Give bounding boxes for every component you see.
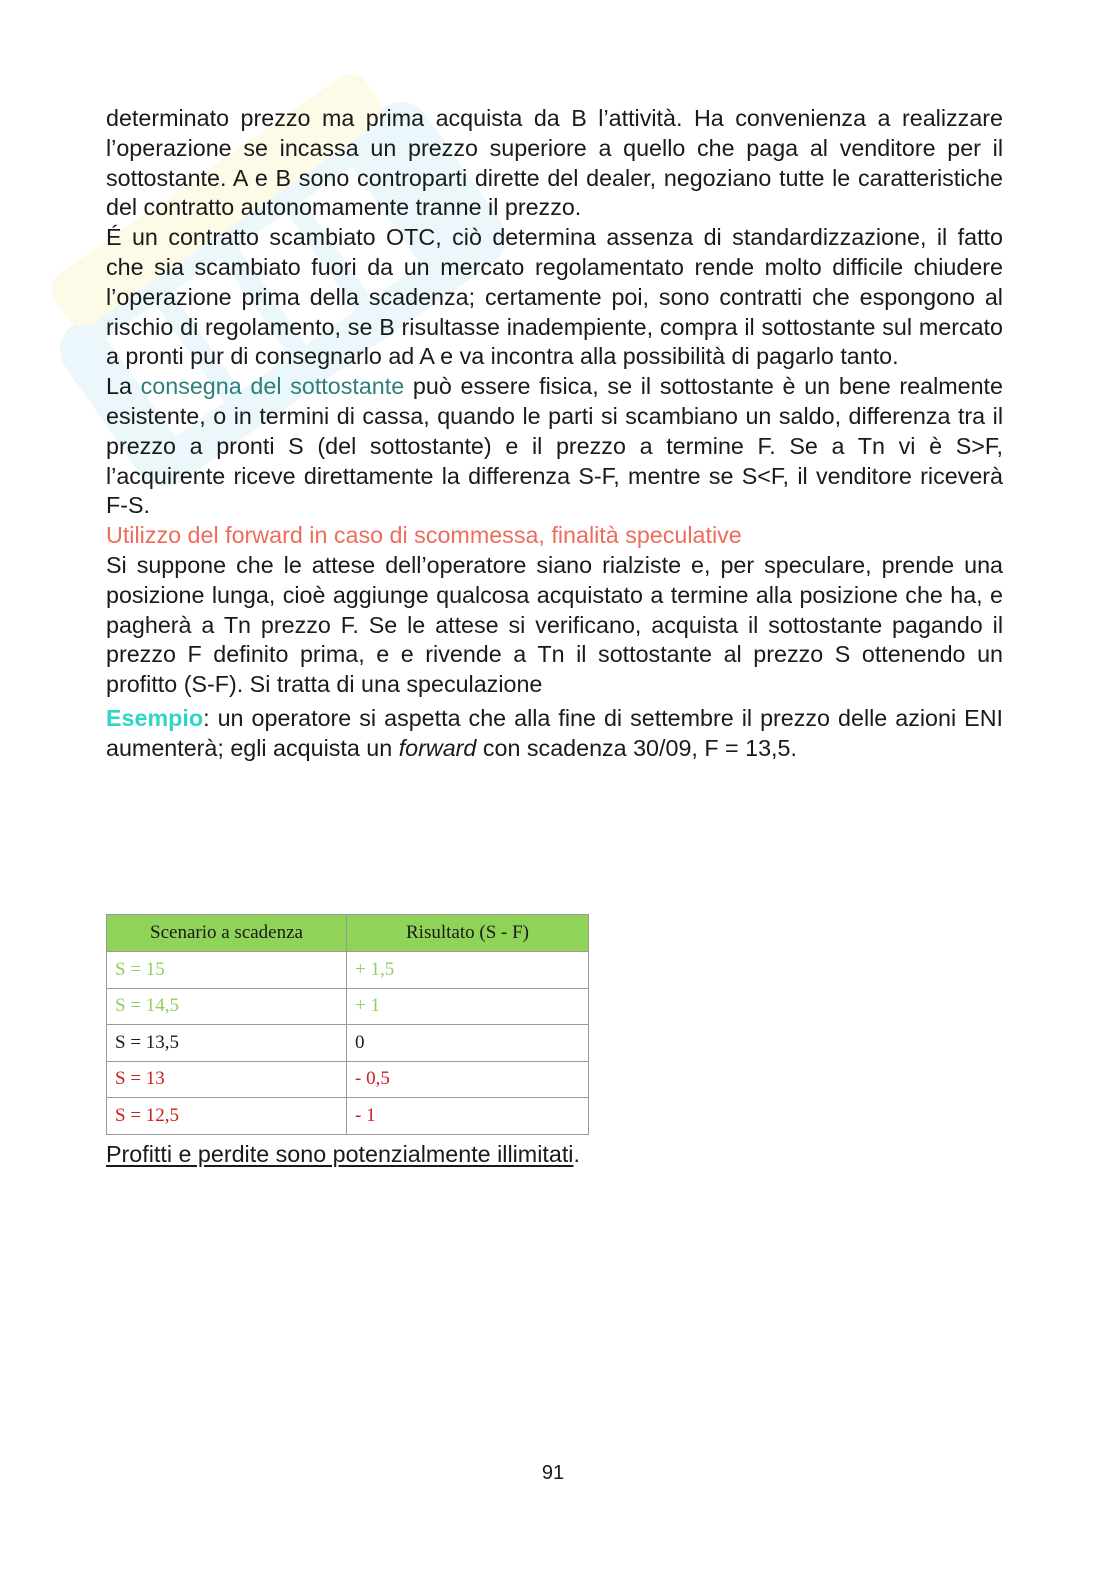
table-row — [107, 988, 589, 1025]
consegna-rest: può essere fisica, se il sottostante è un bene realmente esistente, o in termini di cassa, quando le parti si scambiano un saldo, differenza tra il prezzo a pronti S (del sottostante) e il prezzo a termine F. Se a Tn vi è S>F, l’acquirente riceve direttamente la differenza S-F, mentre se S<F, il venditore riceverà F-S. — [106, 373, 1003, 519]
scenario-cell: S = 13,5 — [107, 1025, 347, 1062]
esempio-text-a: : un operatore si aspetta che alla fine di settembre il prezzo delle azioni ENI aumenterà; egli acquista un — [106, 704, 1003, 761]
footer-note-tail: . — [573, 1141, 580, 1167]
table-row — [107, 1098, 589, 1135]
paragraph-consegna — [106, 372, 1003, 521]
result-cell: + 1 — [347, 988, 589, 1025]
table-row — [107, 952, 589, 989]
esempio-label: Esempio — [106, 704, 204, 731]
section-heading: Utilizzo del forward in caso di scommessa, finalità speculative — [106, 522, 742, 549]
table-row — [107, 1061, 589, 1098]
scenario-table — [106, 914, 589, 1135]
footer-note — [106, 1140, 580, 1170]
result-cell: + 1,5 — [347, 952, 589, 989]
table-row — [107, 1025, 589, 1062]
table-header-row — [107, 915, 589, 952]
paragraph-otc: É un contratto scambiato OTC, ciò determina assenza di standardizzazione, il fatto che sia scambiato fuori da un mercato regolamentato rende molto difficile chiudere l’operazione prima della scadenza; certamente poi, sono contratti che espongono al rischio di regolamento, se B risultasse inadempiente, compra il sottostante sul mercato a pronti pur di consegnarlo ad A e va incontra alla possibilità di pagarlo tanto. — [106, 224, 1003, 370]
header-scenario: Scenario a scadenza — [107, 915, 347, 952]
scenario-cell: S = 13 — [107, 1061, 347, 1098]
consegna-highlight: consegna del sottostante — [140, 373, 405, 400]
consegna-prefix: La — [106, 373, 141, 400]
page-number: 91 — [541, 1462, 565, 1484]
esempio-text-b: con scadenza 30/09, F = 13,5. — [476, 734, 797, 761]
paragraph-dealer: determinato prezzo ma prima acquista da B l’attività. Ha convenienza a realizzare l’operazione se incassa un prezzo superiore a quello che paga al venditore per il sottostante. A e B sono controparti dirette del dealer, negoziano tutte le caratteristiche del contratto autonomamente tranne il prezzo. — [106, 105, 1003, 221]
result-cell: 0 — [347, 1025, 589, 1062]
document-body — [106, 104, 1003, 764]
scenario-cell: S = 15 — [107, 952, 347, 989]
scenario-cell: S = 14,5 — [107, 988, 347, 1025]
esempio-italic: forward — [398, 734, 477, 761]
result-cell: - 0,5 — [347, 1061, 589, 1098]
paragraph-esempio — [106, 704, 1003, 764]
result-cell: - 1 — [347, 1098, 589, 1135]
scenario-cell: S = 12,5 — [107, 1098, 347, 1135]
paragraph-speculazione: Si suppone che le attese dell’operatore siano rialziste e, per speculare, prende una posizione lunga, cioè aggiunge qualcosa acquistato a termine alla posizione che ha, e pagherà a Tn prezzo F. Se le attese si verificano, acquista il sottostante pagando il prezzo F definito prima, e e rivende a Tn il sottostante al prezzo S ottenendo un profitto (S-F). Si tratta di una speculazione — [106, 551, 1003, 698]
header-risultato: Risultato (S - F) — [347, 915, 589, 952]
footer-note-underlined: Profitti e perdite sono potenzialmente illimitati — [106, 1141, 574, 1167]
